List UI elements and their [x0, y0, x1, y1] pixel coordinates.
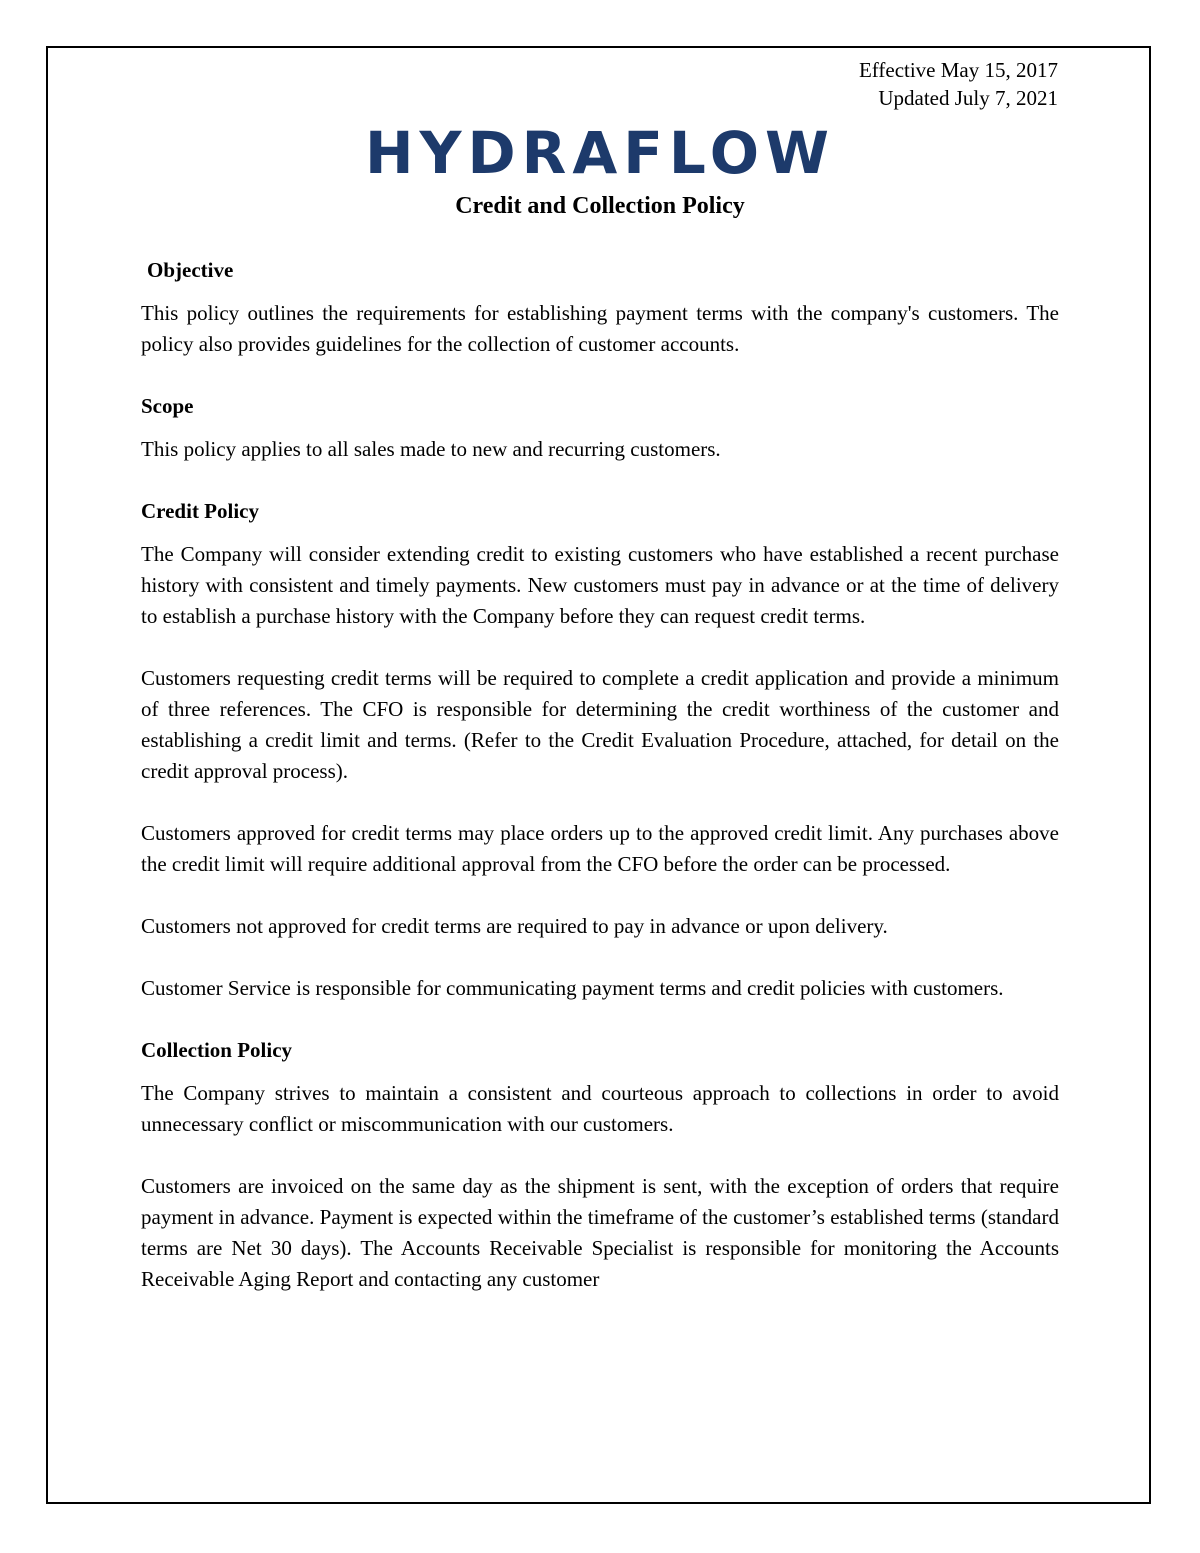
section-heading: Objective	[147, 258, 234, 282]
paragraph: This policy outlines the requirements for establishing payment terms with the company's customers. The policy also provides guidelines for the collection of customer accounts.	[141, 301, 1059, 356]
document-body	[141, 255, 1059, 1295]
section-heading: Credit Policy	[141, 499, 260, 523]
paragraph: Customers requesting credit terms will be required to complete a credit application and provide a minimum of three references. The CFO is responsible for determining the credit worthiness of the customer and establishing a credit limit and terms. (Refer to the Credit Evaluation Procedure, attached, for detail on the credit approval process).	[141, 666, 1059, 783]
document-title: Credit and Collection Policy	[455, 193, 745, 219]
section-collection-policy	[141, 1035, 1059, 1295]
paragraph: The Company will consider extending credit to existing customers who have established a recent purchase history with consistent and timely payments. New customers must pay in advance or at the time of delivery to establish a purchase history with the Company before they can request credit terms.	[141, 542, 1059, 628]
effective-date: Effective May 15, 2017	[858, 58, 1058, 82]
section-heading: Collection Policy	[141, 1038, 293, 1062]
section-scope	[141, 391, 1059, 465]
section-heading: Scope	[141, 394, 194, 418]
paragraph: Customers approved for credit terms may place orders up to the approved credit limit. Any purchases above the credit limit will require additional approval from the CFO before the order can be processed.	[141, 821, 1059, 876]
section-objective	[141, 255, 1059, 360]
company-logo: HYDRAFLOW	[364, 119, 836, 187]
updated-date: Updated July 7, 2021	[878, 86, 1058, 110]
document-dates	[859, 56, 1058, 112]
paragraph: Customers are invoiced on the same day as the shipment is sent, with the exception of orders that require payment in advance. Payment is expected within the timeframe of the customer’s established terms (standard terms are Net 30 days). The Accounts Receivable Specialist is responsible for monitoring the Accounts Receivable Aging Report and contacting any customer	[141, 1174, 1059, 1291]
section-credit-policy	[141, 496, 1059, 1004]
paragraph: Customers not approved for credit terms are required to pay in advance or upon delivery.	[141, 914, 888, 938]
paragraph: Customer Service is responsible for communicating payment terms and credit policies with customers.	[141, 976, 1004, 1000]
paragraph: The Company strives to maintain a consistent and courteous approach to collections in order to avoid unnecessary conflict or miscommunication with our customers.	[141, 1081, 1059, 1136]
paragraph: This policy applies to all sales made to new and recurring customers.	[141, 437, 721, 461]
